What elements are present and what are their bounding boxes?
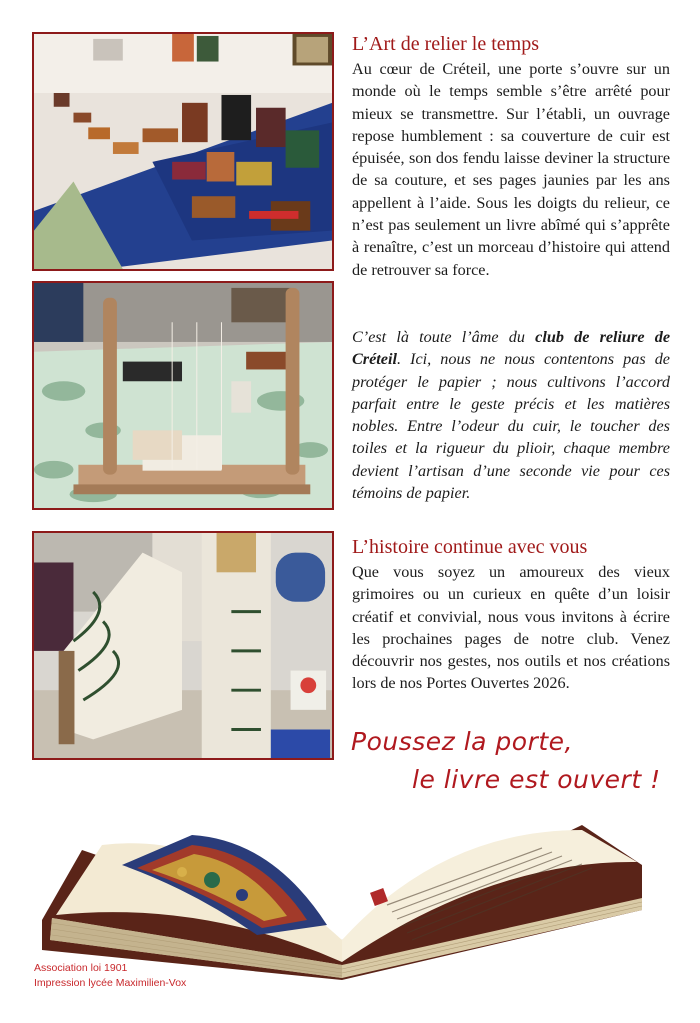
slogan-line-2: le livre est ouvert ! xyxy=(412,765,661,794)
section-history-continues xyxy=(352,536,670,695)
slogan-line-1: Poussez la porte, xyxy=(351,727,574,756)
period: . xyxy=(565,674,570,693)
invitation-text: Que vous soyez un amoureux des vieux grimoires ou un curieux en quête d’un loisir créatif et convivial, nous vous invitons à écrire les prochaines pages de notre club. Venez découvrir nos gestes, nos outils et nos créations lors de nos xyxy=(352,563,670,693)
section-art-of-binding xyxy=(352,33,670,281)
section-club-soul xyxy=(352,326,670,504)
open-days-event: Portes Ouvertes 2026 xyxy=(426,674,566,693)
photo-sewing-frame xyxy=(32,281,334,510)
photo-bound-notebooks xyxy=(32,531,334,760)
open-book-illustration xyxy=(42,790,660,980)
club-name: club de reliure de Créteil xyxy=(352,328,671,369)
section-title: L’Art de relier le temps xyxy=(352,33,539,55)
section-text xyxy=(352,326,670,504)
photo-book-exhibition xyxy=(32,32,334,271)
section-text xyxy=(352,561,670,695)
text-before: C’est là toute l’âme du xyxy=(352,328,525,346)
section-text: Au cœur de Créteil, une porte s’ouvre sur un monde où le temps semble s’être arrêté pour mieux se transmettre. Sur l’établi, un ouvrage repose humblement : sa couverture de cuir est épuisée, son dos fendu laisse deviner la structure de sa couture, et ses pages jaunies par les ans appellent à l’aide. Sous les doigts du relieur, ce n’est pas seulement un livre abîmé qui s’apprête à renaître, c’est un morceau d’histoire qui attend de retrouver sa force. xyxy=(352,60,670,279)
footer-printer: Impression lycée Maximilien-Vox xyxy=(34,977,187,989)
section-title: L’histoire continue avec vous xyxy=(352,536,588,558)
footer-association: Association loi 1901 xyxy=(34,962,128,974)
text-after: . Ici, nous ne nous contentons pas de protéger le papier ; nous cultivons l’accord parfait entre le geste précis et les matières nobles. Entre l’odeur du cuir, le toucher des toiles et la rigueur du plioir, chaque membre devient l’artisan d’une seconde vie pour ces témoins de papier. xyxy=(352,350,670,503)
